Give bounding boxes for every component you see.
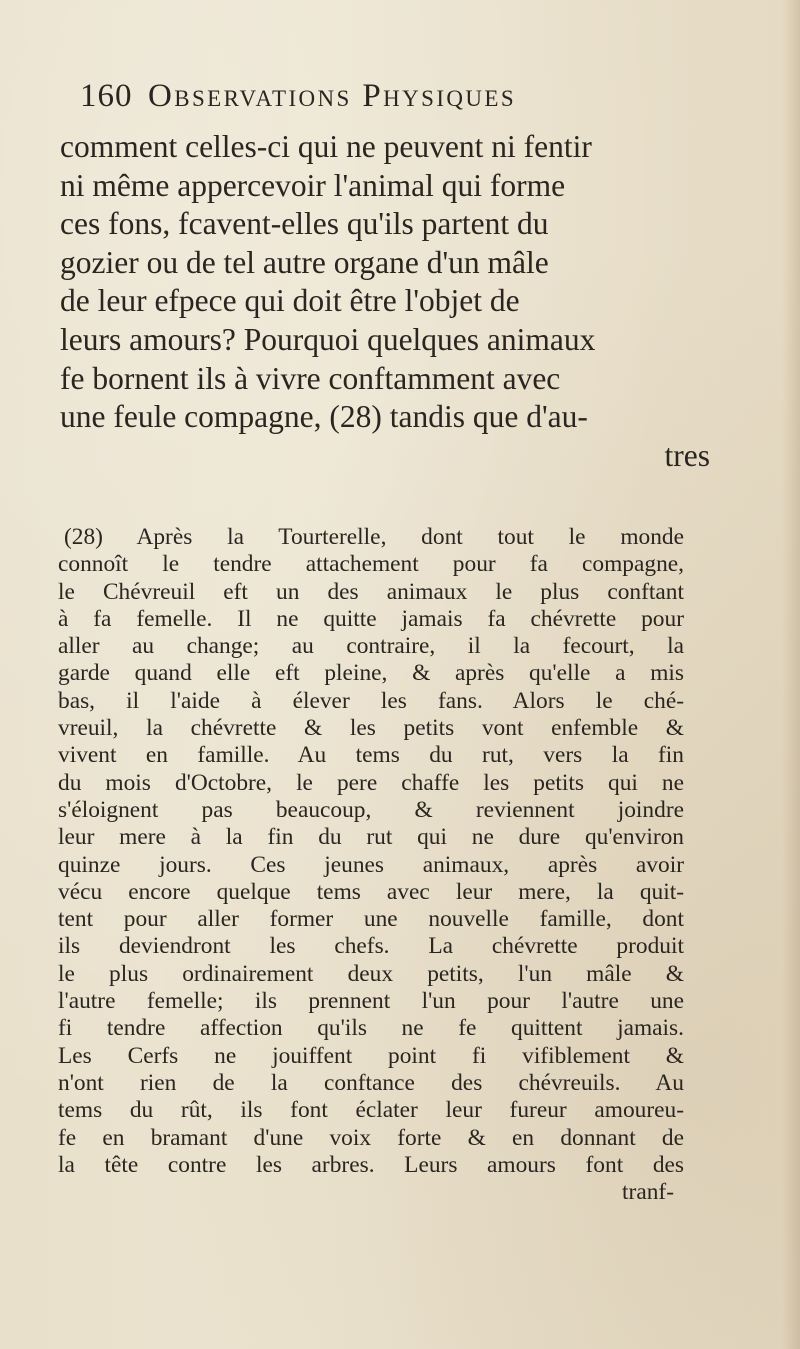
footnote-line: vreuil, la chévrette & les petits vont enfemble & xyxy=(58,715,684,742)
footnote-line: le plus ordinairement deux petits, l'un mâle & xyxy=(58,960,684,987)
footnote-line: quinze jours. Ces jeunes animaux, après avoir xyxy=(58,851,684,878)
footnote-catchword: tranf- xyxy=(622,1179,674,1206)
main-text-line: ni même appercevoir l'animal qui forme xyxy=(60,167,566,203)
main-text-line: comment celles-ci qui ne peuvent ni fentir xyxy=(60,129,592,164)
footnote-line: tent pour aller former une nouvelle famille, dont xyxy=(58,906,684,933)
page-header xyxy=(80,78,680,118)
footnote-line: la tête contre les arbres. Leurs amours font des xyxy=(58,1151,684,1178)
footnote-line: le Chévreuil eft un des animaux le plus conftant xyxy=(58,578,684,605)
footnote-line: leur mere à la fin du rut qui ne dure qu'environ xyxy=(58,824,684,851)
footnote-line: fi tendre affection qu'ils ne fe quittent jamais. xyxy=(58,1015,684,1042)
main-text-line: une feule compagne, (28) tandis que d'au- xyxy=(60,399,588,435)
footnote-line: l'autre femelle; ils prennent l'un pour l'autre une xyxy=(58,988,684,1015)
main-text-line: gozier ou de tel autre organe d'un mâle xyxy=(60,244,549,280)
footnote-line: Les Cerfs ne jouiffent point fi vifiblement & xyxy=(58,1042,684,1069)
footnote-line: fe en bramant d'une voix forte & en donnant de xyxy=(58,1124,684,1151)
footnote-line: à fa femelle. Il ne quitte jamais fa chévrette pour xyxy=(58,605,684,632)
footnote-line: (28) Après la Tourterelle, dont tout le monde xyxy=(64,524,684,550)
footnote-line: vécu encore quelque tems avec leur mere, la quit- xyxy=(58,878,684,905)
main-text-block xyxy=(60,128,710,475)
footnote-line: garde quand elle eft pleine, & après qu'elle a mis xyxy=(58,660,684,687)
main-text-line: ces fons, fcavent-elles qu'ils partent du xyxy=(60,206,549,242)
footnote-line: tems du rût, ils font éclater leur fureur amoureu- xyxy=(58,1097,684,1124)
footnote-line: ils deviendront les chefs. La chévrette produit xyxy=(58,933,684,960)
main-text-line: leurs amours? Pourquoi quelques animaux xyxy=(60,321,596,357)
running-head: Observations Physiques xyxy=(148,78,517,114)
catchword: tres xyxy=(664,437,710,473)
footnote-line: s'éloignent pas beaucoup, & reviennent joindre xyxy=(58,796,684,823)
footnote-line: n'ont rien de la conftance des chévreuils. Au xyxy=(58,1069,684,1096)
main-text-line: de leur efpece qui doit être l'objet de xyxy=(60,283,520,319)
footnote-line: bas, il l'aide à élever les fans. Alors le ché- xyxy=(58,687,684,714)
page-number: 160 xyxy=(80,78,133,114)
footnote-line: du mois d'Octobre, le pere chaffe les petits qui ne xyxy=(58,769,684,796)
footnote-block xyxy=(58,524,684,1206)
main-text-line: fe bornent ils à vivre conftamment avec xyxy=(60,360,561,396)
page-edge-shadow xyxy=(782,0,800,1349)
footnote-line: vivent en famille. Au tems du rut, vers la fin xyxy=(58,742,684,769)
footnote-line: aller au change; au contraire, il la fecourt, la xyxy=(58,633,684,660)
footnote-line: connoît le tendre attachement pour fa compagne, xyxy=(58,551,684,578)
